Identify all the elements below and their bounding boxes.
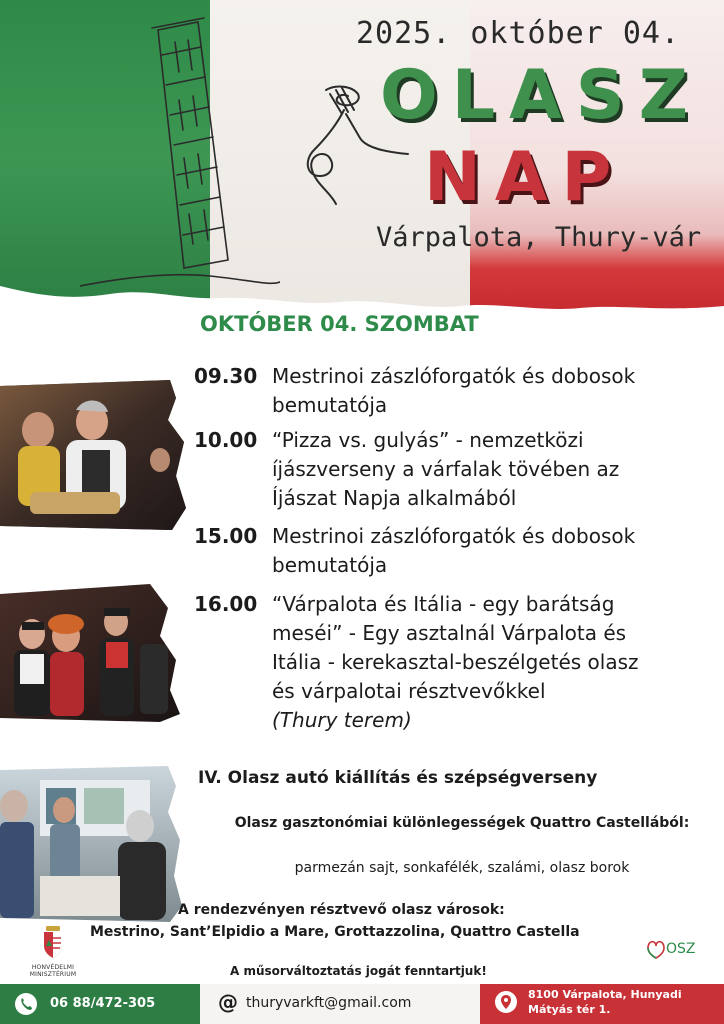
- osz-label: OSZ: [666, 941, 696, 957]
- title-nap: NAP: [424, 138, 626, 217]
- photo-market: [0, 766, 182, 922]
- schedule-time: 09.30: [194, 364, 258, 388]
- schedule-time: 15.00: [194, 524, 258, 548]
- ministry-label: HONVÉDELMI MINISZTÉRIUM: [29, 964, 77, 978]
- at-icon: @: [218, 990, 238, 1014]
- title-olasz: OLASZ: [380, 56, 703, 135]
- event-date: 2025. október 04.: [356, 16, 681, 51]
- footer: [0, 984, 724, 1024]
- phone-icon: [14, 992, 38, 1016]
- schedule-item-1600: [194, 590, 714, 735]
- schedule-room: (Thury terem): [272, 708, 412, 732]
- schedule-text: Mestrinoi zászlóforgatók és dobosok: [272, 524, 636, 548]
- ministry-logo: [22, 926, 84, 978]
- address-line-2: Mátyás tér 1.: [528, 1003, 611, 1016]
- cities-title: A rendezvényen résztvevő olasz városok:: [178, 902, 505, 918]
- schedule-item-1000: [194, 426, 714, 513]
- photo-flag-throwers: [0, 584, 182, 722]
- header-flag: [0, 0, 724, 312]
- schedule-time: 10.00: [194, 428, 258, 452]
- event-location: Várpalota, Thury-vár: [376, 222, 702, 253]
- address: [528, 987, 708, 1017]
- schedule-text: íjászverseny a várfalak tövében az: [272, 457, 620, 481]
- schedule-text: Itália - kerekasztal-beszélgetés olasz: [272, 650, 639, 674]
- schedule-text: Íjászat Napja alkalmából: [272, 486, 517, 510]
- leaning-tower-icon: [80, 10, 280, 300]
- osz-logo: [642, 934, 700, 964]
- coat-of-arms-icon: [41, 926, 65, 958]
- phone-number[interactable]: 06 88/472-305: [50, 996, 156, 1011]
- disclaimer: A műsorváltoztatás jogát fenntartjuk!: [230, 964, 487, 978]
- schedule-item-0930: [194, 362, 714, 420]
- schedule-text: bemutatója: [272, 553, 388, 577]
- location-pin-icon: [494, 990, 518, 1018]
- schedule-text: “Pizza vs. gulyás” - nemzetközi: [272, 428, 584, 452]
- day-heading: OKTÓBER 04. SZOMBAT: [200, 312, 479, 336]
- schedule-text: “Várpalota és Itália - egy barátság: [272, 592, 615, 616]
- schedule-text: bemutatója: [272, 393, 388, 417]
- schedule-text: és várpalotai résztvevőkkel: [272, 679, 546, 703]
- schedule-time: 16.00: [194, 592, 258, 616]
- schedule-item-1500: [194, 522, 714, 580]
- schedule-text: Mestrinoi zászlóforgatók és dobosok: [272, 364, 636, 388]
- address-line-1: 8100 Várpalota, Hunyadi: [528, 988, 682, 1001]
- cities-list: Mestrino, Sant’Elpidio a Mare, Grottazzolina, Quattro Castella: [90, 924, 580, 940]
- car-expo-heading: IV. Olasz autó kiállítás és szépségverseny: [198, 768, 598, 788]
- email-address[interactable]: thuryvarkft@gmail.com: [246, 995, 412, 1011]
- gastro-title: Olasz gasztonómiai különlegességek Quattro Castellából:: [234, 815, 690, 831]
- schedule-text: meséi” - Egy asztalnál Várpalota és: [272, 621, 627, 645]
- photo-chefs: [0, 380, 190, 530]
- gastro-items: parmezán sajt, sonkafélék, szalámi, olasz borok: [294, 860, 630, 876]
